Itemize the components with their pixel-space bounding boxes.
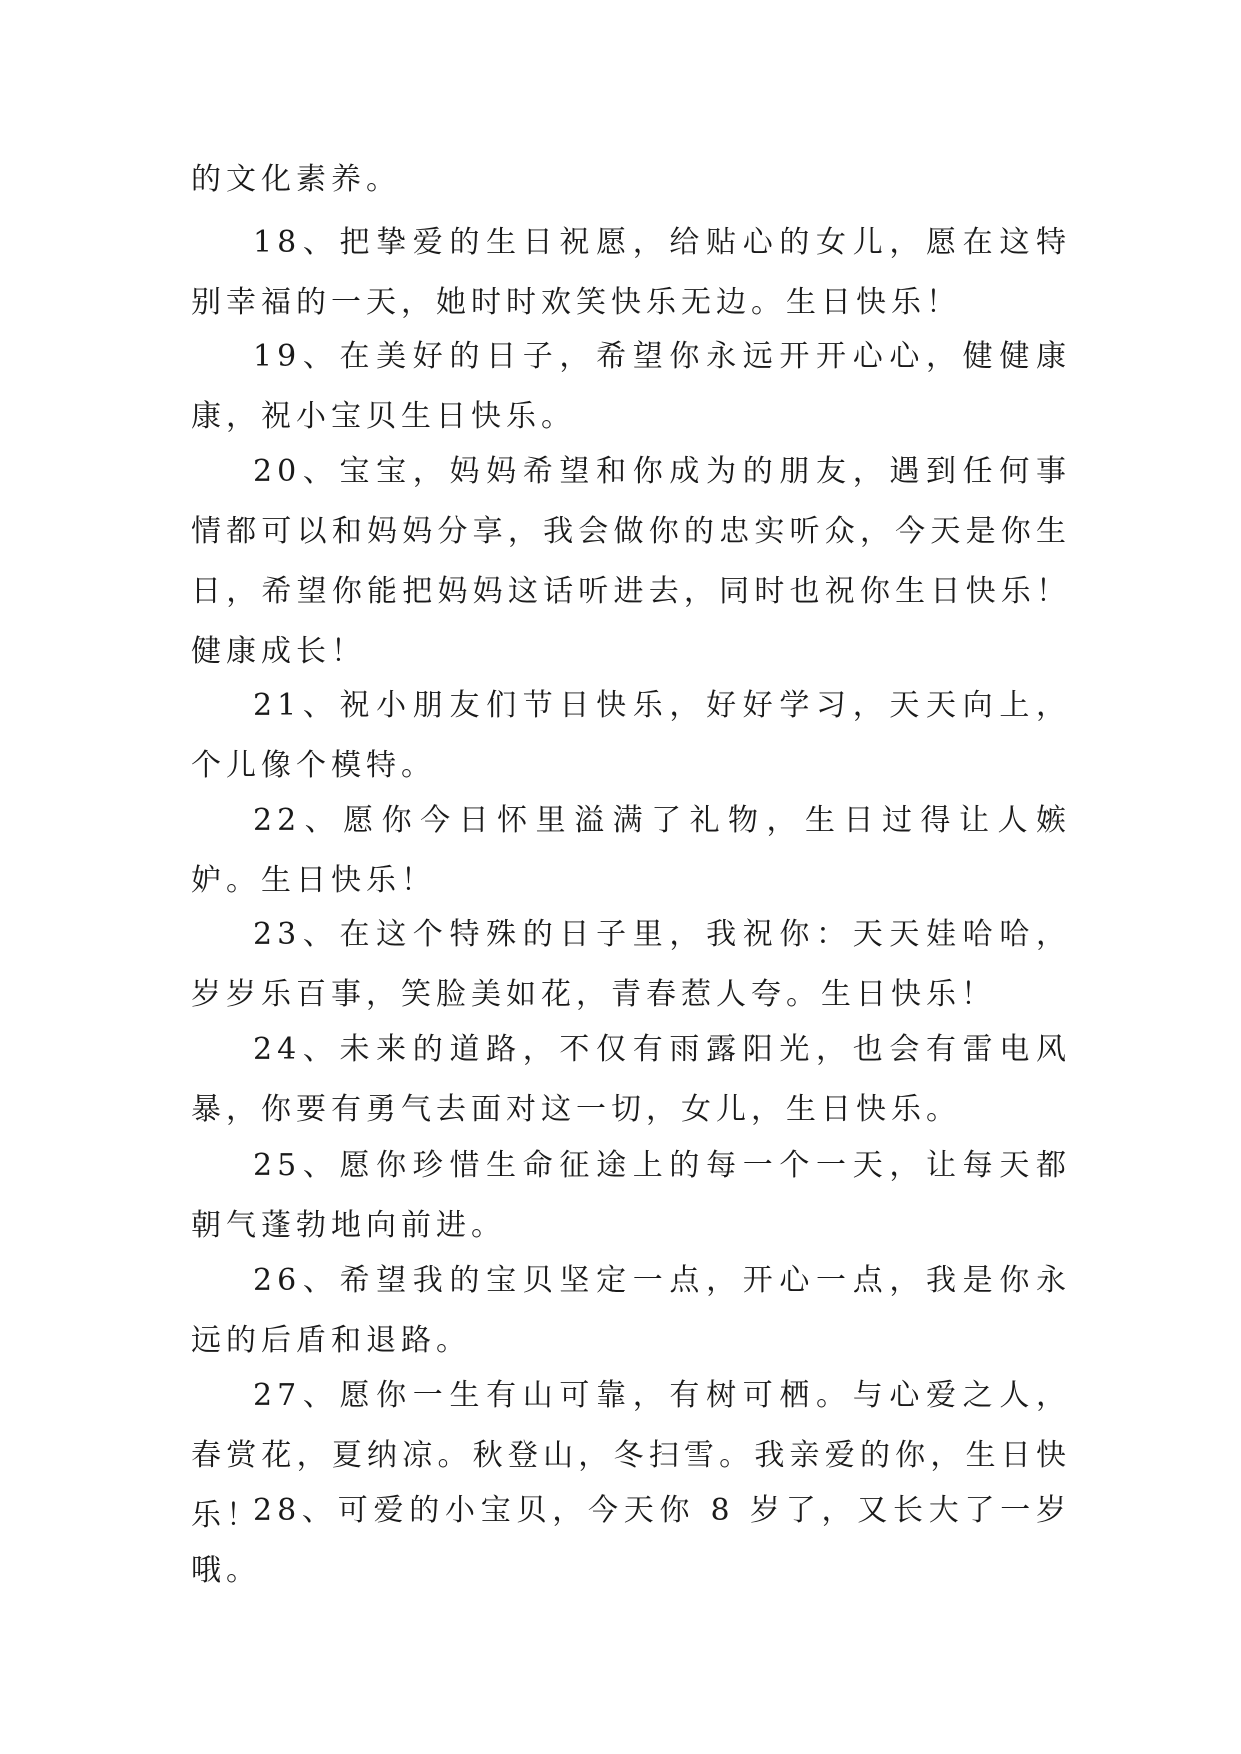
paragraph-25: 25、愿你珍惜生命征途上的每一个一天，让每天都朝气蓬勃地向前进。	[191, 1148, 1071, 1243]
paragraph-19: 19、在美好的日子，希望你永远开开心心，健健康康，祝小宝贝生日快乐。	[191, 339, 1071, 434]
paragraph-26: 26、希望我的宝贝坚定一点，开心一点，我是你永远的后盾和退路。	[191, 1263, 1071, 1358]
paragraph-22: 22、愿你今日怀里溢满了礼物，生日过得让人嫉妒。生日快乐！	[191, 803, 1071, 898]
paragraph-18: 18、把挚爱的生日祝愿，给贴心的女儿，愿在这特别幸福的一天，她时时欢笑快乐无边。生日快乐！	[191, 225, 1071, 320]
paragraph-28: 28、可爱的小宝贝，今天你 8 岁了，又长大了一岁哦。	[191, 1493, 1071, 1588]
paragraph-continuation: 的文化素养。	[191, 162, 401, 197]
paragraph-21: 21、祝小朋友们节日快乐，好好学习，天天向上，个儿像个模特。	[191, 688, 1071, 783]
paragraph-20: 20、宝宝，妈妈希望和你成为的朋友，遇到任何事情都可以和妈妈分享，我会做你的忠实听众，今天是你生日，希望你能把妈妈这话听进去，同时也祝你生日快乐！健康成长！	[191, 454, 1071, 669]
paragraph-27: 27、愿你一生有山可靠，有树可栖。与心爱之人，春赏花，夏纳凉。秋登山，冬扫雪。我亲爱的你，生日快乐！	[191, 1378, 1071, 1533]
paragraph-24: 24、未来的道路，不仅有雨露阳光，也会有雷电风暴，你要有勇气去面对这一切，女儿，生日快乐。	[191, 1032, 1071, 1127]
paragraph-23: 23、在这个特殊的日子里，我祝你：天天娃哈哈，岁岁乐百事，笑脸美如花，青春惹人夸。生日快乐！	[191, 917, 1071, 1012]
